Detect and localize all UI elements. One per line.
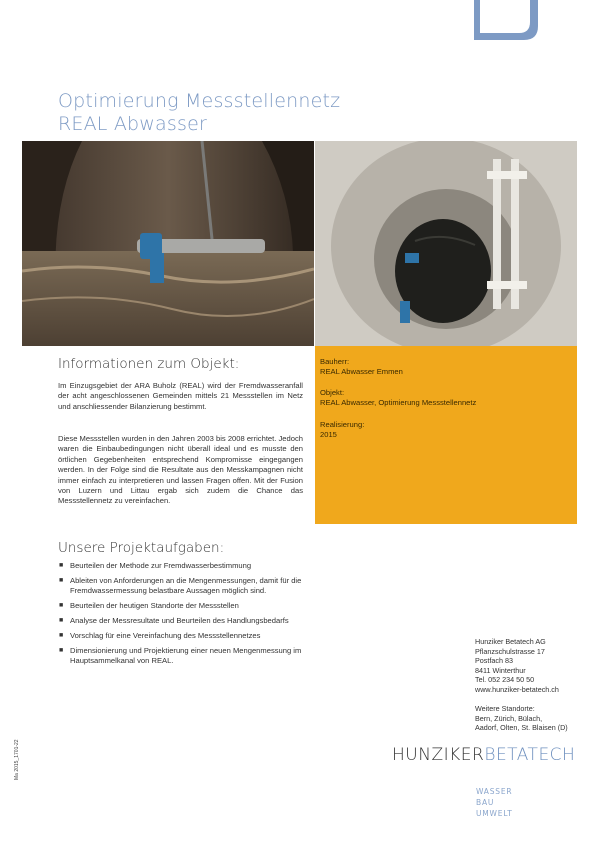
fact-client-label: Bauherr:: [320, 357, 350, 366]
info-paragraph-1: Im Einzugsgebiet der ARA Buholz (REAL) wird der Fremdwasseranfall der acht angeschlossenen Gemeinden mittels 21 Messstellen im Netz und anschliessender Bilanzierung bestimmt.: [58, 381, 303, 411]
contact-web-link[interactable]: www.hunziker-betatech.ch: [475, 684, 559, 694]
fact-object: [320, 388, 570, 408]
task-item: ■ Ableiten von Anforderungen an die Mengenmessungen, damit für die Fremdwassermessung belastbare Aussagen möglich sind.: [59, 576, 302, 595]
title-line-1: Optimierung Messstellennetz: [58, 90, 341, 112]
locations-line-2: Aadorf, Olten, St. Blaisen (D): [475, 723, 568, 733]
contact-postbox: Postfach 83: [475, 656, 513, 666]
contact-company: Hunziker Betatech AG: [475, 637, 546, 646]
bullet-icon: ■: [59, 602, 64, 609]
fact-year-label: Realisierung:: [320, 420, 365, 429]
title-line-2: REAL Abwasser: [58, 113, 207, 135]
bullet-icon: ■: [59, 562, 64, 569]
page-title: [58, 90, 518, 136]
document-code: Ma 2015_1701-22: [14, 739, 20, 780]
other-locations: [475, 704, 590, 733]
task-item: ■ Beurteilen der heutigen Standorte der Messstellen: [59, 601, 239, 610]
fact-year-value: 2015: [320, 430, 337, 439]
photo-manhole-shaft: [315, 141, 577, 346]
brand-part-1: HUNZIKER: [392, 745, 485, 765]
fact-client-value: REAL Abwasser Emmen: [320, 367, 403, 376]
project-facts-box: [315, 346, 577, 524]
task-item: ■ Analyse der Messresultate und Beurteilen des Handlungsbedarfs: [59, 616, 289, 625]
bullet-icon: ■: [59, 577, 64, 584]
fact-client: [320, 357, 570, 377]
task-list: [58, 561, 303, 671]
contact-phone: Tel. 052 234 50 50: [475, 675, 535, 685]
task-item: ■ Beurteilen der Methode zur Fremdwasserbestimmung: [59, 561, 252, 570]
brand-corner-mark: [474, 0, 538, 40]
locations-label: Weitere Standorte:: [475, 704, 535, 713]
brand-logo: [392, 745, 582, 775]
brand-tagline: [476, 786, 513, 819]
bullet-icon: ■: [59, 647, 64, 654]
info-paragraph-2: Diese Messstellen wurden in den Jahren 2003 bis 2008 errichtet. Jedoch waren die Einbaubedingungen nicht überall ideal und es musste den örtlichen Gegebenheiten entsprechend Kompromisse eingegangen werden. In der Folge sind die Resultate aus den Messkampagnen nicht immer einfach zu interpretieren und lassen Fragen offen. Mit der Fusion von Luzern und Littau ergab sich zudem die Chance das Messstellennetz zu vereinfachen.: [58, 434, 303, 506]
task-item: ■ Dimensionierung und Projektierung einer neuen Mengenmessung im Hauptsammelkanal von REAL.: [59, 646, 302, 665]
contact-city: 8411 Winterthur: [475, 665, 526, 675]
tagline-water: WASSER: [476, 787, 513, 796]
tagline-build: BAU: [476, 798, 495, 807]
fact-object-value: REAL Abwasser, Optimierung Messstellennetz: [320, 398, 477, 407]
photo-measuring-channel: [22, 141, 314, 346]
info-heading: Informationen zum Objekt:: [58, 356, 240, 372]
contact-block: [475, 637, 585, 695]
tasks-heading: Unsere Projektaufgaben:: [58, 540, 225, 556]
fact-year: [320, 420, 570, 440]
brand-part-2: BETATECH: [484, 745, 576, 765]
fact-object-label: Objekt:: [320, 388, 345, 397]
tagline-environment: UMWELT: [476, 809, 513, 818]
contact-street: Pflanzschulstrasse 17: [475, 646, 545, 656]
bullet-icon: ■: [59, 617, 64, 624]
bullet-icon: ■: [59, 632, 64, 639]
locations-line-1: Bern, Zürich, Bülach,: [475, 713, 543, 723]
task-item: ■ Vorschlag für eine Vereinfachung des Messstellennetzes: [59, 631, 261, 640]
